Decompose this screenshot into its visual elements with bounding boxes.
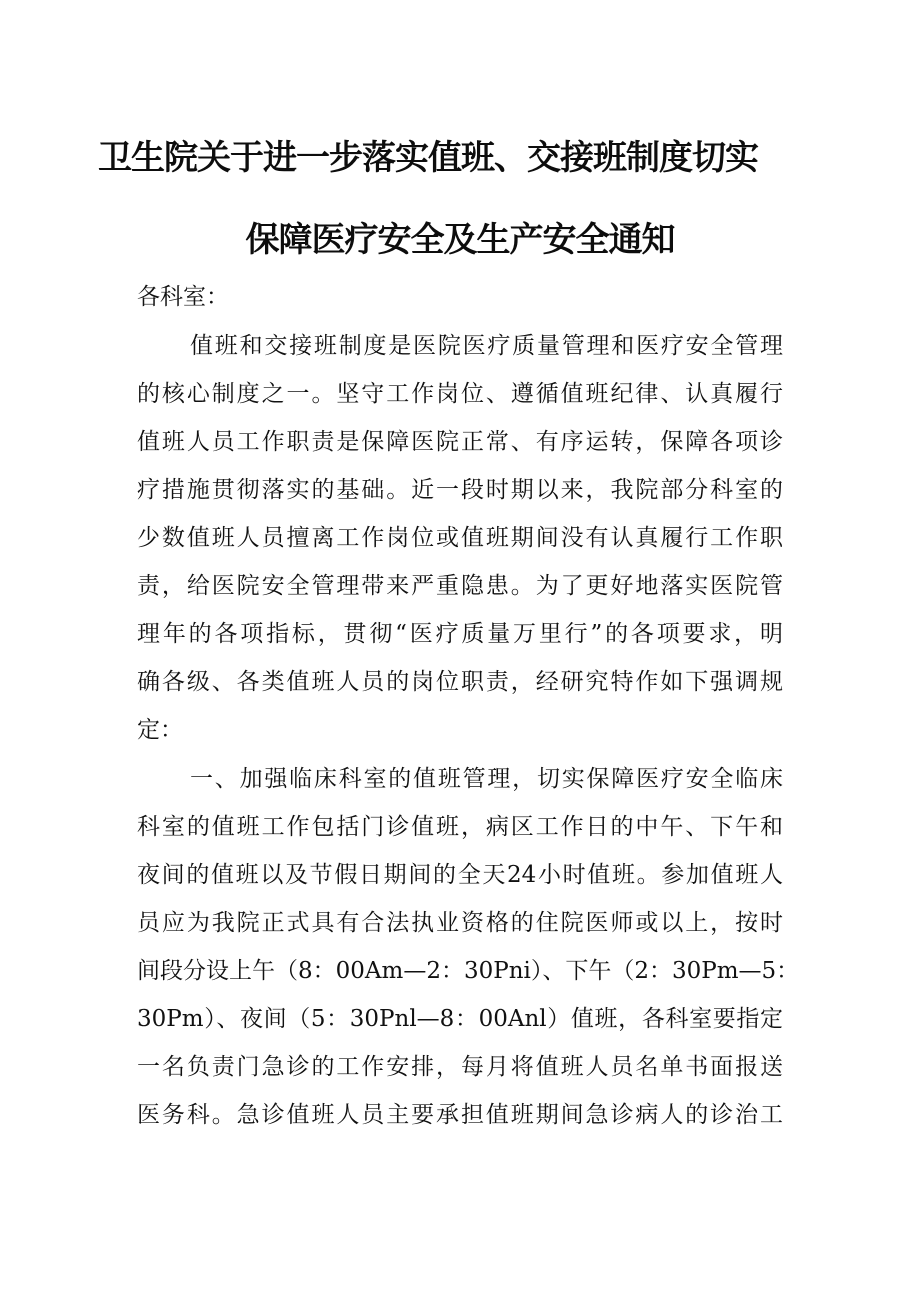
paragraph-1-line: 定：: [137, 717, 183, 743]
paragraph-1-line: 确各级、各类值班人员的岗位职责，经研究特作如下强调规: [137, 669, 783, 695]
paragraph-2-line: 员应为我院正式具有合法执业资格的住院医师或以上，按时: [137, 910, 783, 936]
paragraph-1-line: 疗措施贯彻落实的基础。近一段时期以来，我院部分科室的: [137, 477, 783, 503]
paragraph-2-line: 夜间的值班以及节假日期间的全天24小时值班。参加值班人: [137, 862, 783, 888]
paragraph-1-line: 理年的各项指标，贯彻“医疗质量万里行”的各项要求，明: [137, 621, 783, 647]
paragraph-2-line: 医务科。急诊值班人员主要承担值班期间急诊病人的诊治工: [137, 1102, 783, 1128]
paragraph-1-line: 责，给医院安全管理带来严重隐患。为了更好地落实医院管: [137, 573, 783, 599]
paragraph-2-line: 科室的值班工作包括门诊值班，病区工作日的中午、下午和: [137, 814, 783, 840]
document-title-line-1: 卫生院关于进一步落实值班、交接班制度切实: [98, 138, 758, 178]
paragraph-2-line: 30Pm）、夜间（5：30Pnl—8：00Anl）值班，各科室要指定: [137, 1006, 783, 1032]
paragraph-2-line: 间段分设上午（8：00Am—2：30Pni）、下午（2：30Pm—5：: [137, 958, 800, 984]
paragraph-1-line: 值班和交接班制度是医院医疗质量管理和医疗安全管理: [190, 333, 783, 359]
paragraph-2-line: 一、加强临床科室的值班管理，切实保障医疗安全临床: [190, 766, 783, 792]
paragraph-1-line: 的核心制度之一。坚守工作岗位、遵循值班纪律、认真履行: [137, 381, 783, 407]
paragraph-1-line: 少数值班人员擅离工作岗位或值班期间没有认真履行工作职: [137, 525, 783, 551]
salutation: 各科室：: [137, 284, 229, 310]
paragraph-2-line: 一名负责门急诊的工作安排，每月将值班人员名单书面报送: [137, 1054, 783, 1080]
document-title-line-2: 保障医疗安全及生产安全通知: [245, 220, 675, 260]
paragraph-1-line: 值班人员工作职责是保障医院正常、有序运转，保障各项诊: [137, 429, 783, 455]
